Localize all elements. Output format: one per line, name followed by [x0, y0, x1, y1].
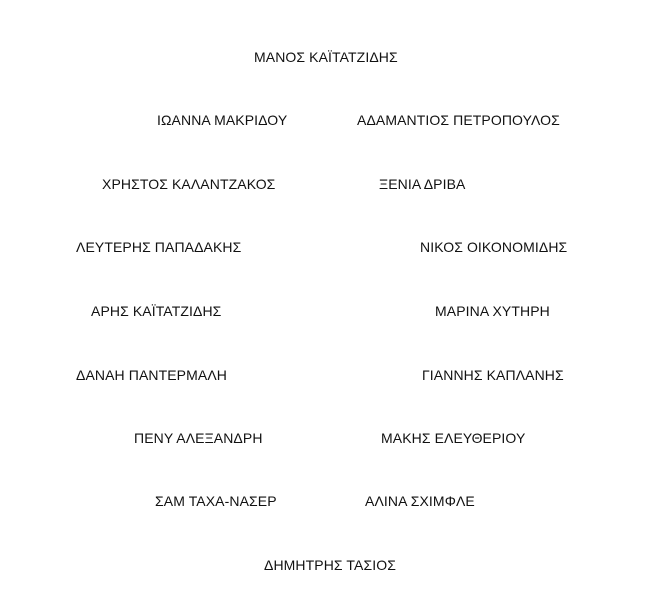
name-label-15: ΑΛΙΝΑ ΣΧΙΜΦΛΕ [365, 493, 475, 509]
name-label-7: ΝΙΚΟΣ ΟΙΚΟΝΟΜΙΔΗΣ [420, 239, 568, 255]
name-label-1: ΜΑΝΟΣ ΚΑΪΤΑΤΖΙΔΗΣ [254, 49, 398, 65]
name-label-13: ΜΑΚΗΣ ΕΛΕΥΘΕΡΙΟΥ [381, 430, 526, 446]
name-label-14: ΣΑΜ ΤΑΧΑ-ΝΑΣΕΡ [155, 493, 277, 509]
name-label-6: ΛΕΥΤΕΡΗΣ ΠΑΠΑΔΑΚΗΣ [76, 239, 242, 255]
name-label-5: ΞΕΝΙΑ ΔΡΙΒΑ [379, 176, 466, 192]
name-label-12: ΠΕΝΥ ΑΛΕΞΑΝΔΡΗ [134, 430, 263, 446]
name-label-4: ΧΡΗΣΤΟΣ ΚΑΛΑΝΤΖΑΚΟΣ [102, 176, 276, 192]
name-label-8: ΑΡΗΣ ΚΑΪΤΑΤΖΙΔΗΣ [91, 303, 222, 319]
name-label-11: ΓΙΑΝΝΗΣ ΚΑΠΛΑΝΗΣ [422, 367, 564, 383]
name-label-10: ΔΑΝΑΗ ΠΑΝΤΕΡΜΑΛΗ [76, 367, 227, 383]
name-label-16: ΔΗΜΗΤΡΗΣ ΤΑΣΙΟΣ [264, 557, 396, 573]
name-label-9: ΜΑΡΙΝΑ ΧΥΤΗΡΗ [435, 303, 550, 319]
name-label-2: ΙΩΑΝΝΑ ΜΑΚΡΙΔΟΥ [157, 112, 288, 128]
name-label-3: ΑΔΑΜΑΝΤΙΟΣ ΠΕΤΡΟΠΟΥΛΟΣ [357, 112, 560, 128]
